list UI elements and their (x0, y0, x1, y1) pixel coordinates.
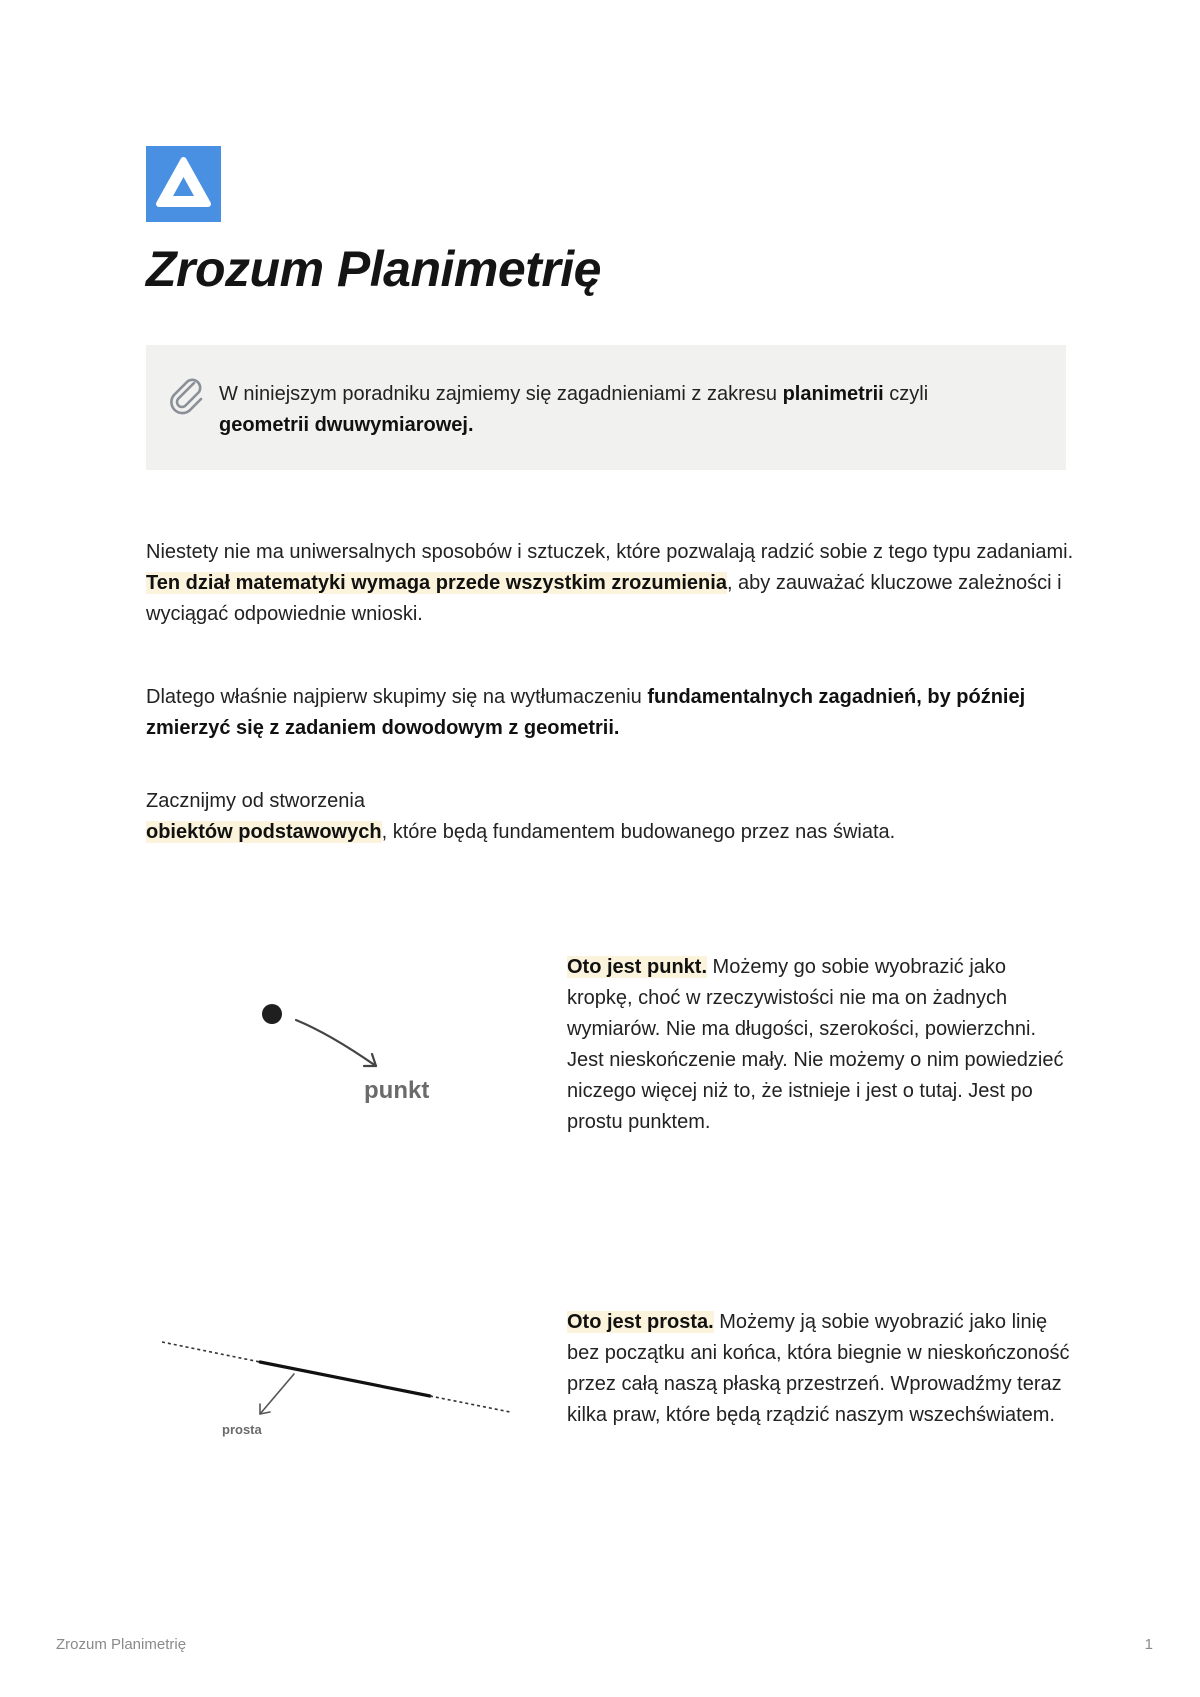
prosta-arrow-line (260, 1374, 294, 1414)
third-paragraph-line-1: Zacznijmy od stworzenia (146, 790, 365, 812)
callout-text: W niniejszym poradniku zajmiemy się zagadnieniami z zakresu planimetrii czyli geometrii dwuwymiarowej. (219, 383, 929, 436)
second-paragraph: Dlatego właśnie najpierw skupimy się na wytłumaczeniu fundamentalnych zagadnień, by później zmierzyć się z zadaniem dowodowym z geometrii. (146, 686, 1026, 739)
logo (146, 146, 221, 222)
highlight-oto-prosta: Oto jest prosta. (567, 1311, 714, 1333)
punkt-description: Oto jest punkt. Możemy go sobie wyobrazić jako kropkę, choć w rzeczywistości nie ma on żadnych wymiarów. Nie ma długości, szerokości, powierzchni. Jest nieskończenie mały. Nie możemy o nim powiedzieć niczego więcej niż to, że istnieje i jest o tutaj. Jest po prostu punktem. (567, 956, 1064, 1133)
prosta-figure (160, 1330, 520, 1440)
callout-bold-planimetrii: planimetrii (782, 383, 884, 405)
line-dotted-left (162, 1342, 260, 1362)
page-number: 1 (1144, 1636, 1153, 1653)
callout (146, 345, 1066, 470)
punkt-arrow-line (296, 1020, 376, 1066)
triangle-logo-icon (146, 146, 221, 222)
callout-bold-geometrii: geometrii dwuwymiarowej. (219, 414, 474, 436)
point-dot (262, 1004, 282, 1024)
line-dotted-right (430, 1396, 510, 1412)
paperclip-icon (164, 371, 208, 415)
prosta-label: prosta (222, 1422, 262, 1437)
footer-title: Zrozum Planimetrię (56, 1636, 187, 1653)
punkt-label: punkt (364, 1077, 430, 1104)
highlight-oto-punkt: Oto jest punkt. (567, 956, 707, 978)
third-paragraph: Zacznijmy od stworzenia obiektów podstawowych, które będą fundamentem budowanego przez nas świata. (146, 790, 896, 843)
punkt-figure (240, 990, 470, 1110)
prosta-description: Oto jest prosta. Możemy ją sobie wyobrazić jako linię bez początku ani końca, która biegnie w nieskończoność przez całą naszą płaską przestrzeń. Wprowadźmy teraz kilka praw, które będą rządzić naszym wszechświatem. (567, 1311, 1070, 1426)
line-solid (260, 1362, 430, 1396)
page-title: Zrozum Planimetrię (146, 241, 601, 297)
highlight-zrozumienia: Ten dział matematyki wymaga przede wszystkim zrozumienia (146, 572, 727, 594)
intro-paragraph: Niestety nie ma uniwersalnych sposobów i sztuczek, które pozwalają radzić sobie z tego typu zadaniami. Ten dział matematyki wymaga przede wszystkim zrozumienia, aby zauważać kluczowe zależności i wyciągać odpowiednie wnioski. (146, 541, 1074, 625)
highlight-obiektow: obiektów podstawowych (146, 821, 382, 843)
bold-fundamentalnych: fundamentalnych zagadnień, by później zmierzyć się z zadaniem dowodowym z geometrii. (146, 686, 1026, 739)
